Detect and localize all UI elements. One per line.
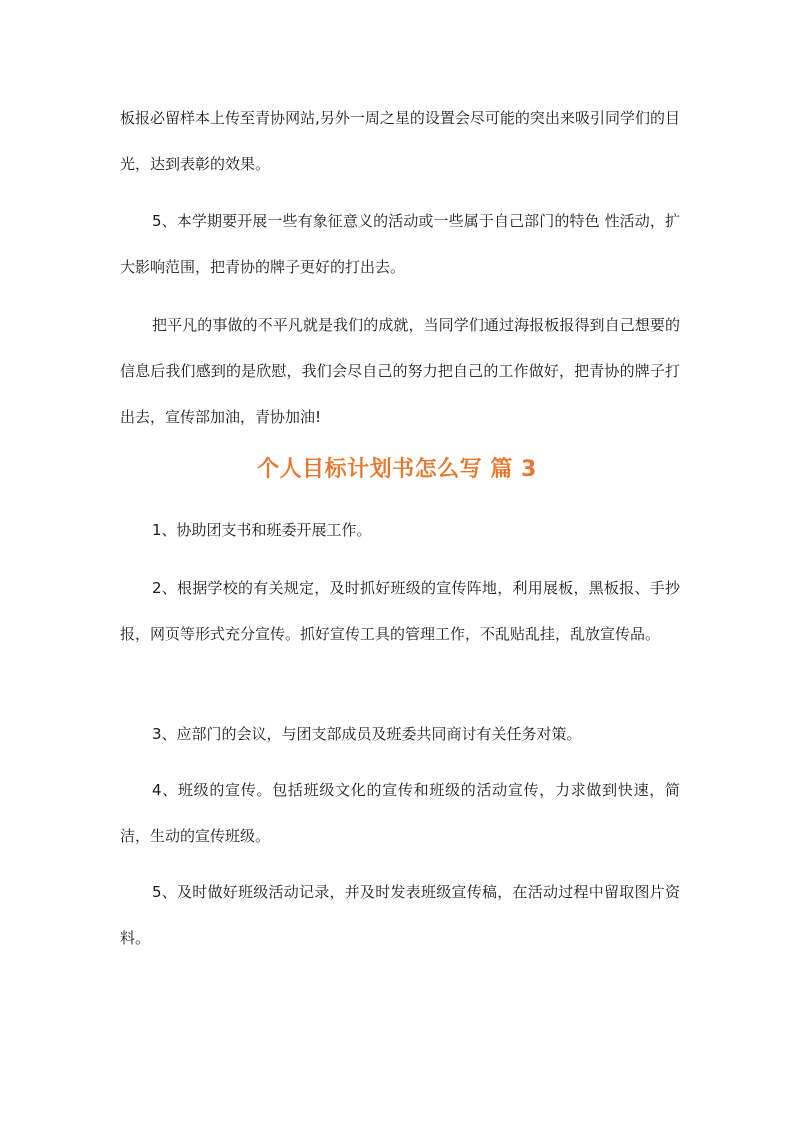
paragraph-display-board-continuation: 板报必留样本上传至青协网站,另外一周之星的设置会尽可能的突出来吸引同学们的目光，达到表彰的效果。 bbox=[120, 109, 680, 173]
paragraph-item-5: 5、及时做好班级活动记录，并及时发表班级宣传稿，在活动过程中留取图片资料。 bbox=[120, 883, 680, 947]
paragraph-item-2: 2、根据学校的有关规定，及时抓好班级的宣传阵地，利用展板，黑板报、手抄报，网页等形式充分宣传。抓好宣传工具的管理工作，不乱贴乱挂，乱放宣传品。 bbox=[120, 579, 680, 643]
paragraph-item-1: 1、协助团支书和班委开展工作。 bbox=[152, 521, 372, 539]
paragraph-item-3: 3、应部门的会议，与团支部成员及班委共同商讨有关任务对策。 bbox=[152, 725, 582, 743]
paragraph-item-5-activities: 5、本学期要开展一些有象征意义的活动或一些属于自己部门的特色 性活动，扩大影响范围，把青协的牌子更好的打出去。 bbox=[120, 212, 680, 276]
paragraph-closing-remarks: 把平凡的事做的不平凡就是我们的成就，当同学们通过海报板报得到自己想要的信息后我们感到的是欣慰，我们会尽自己的努力把自己的工作做好，把青协的牌子打出去，宣传部加油，青协加油! bbox=[120, 316, 680, 426]
section-heading: 个人目标计划书怎么写 篇 3 bbox=[257, 457, 537, 482]
paragraph-item-4: 4、班级的宣传。包括班级文化的宣传和班级的活动宣传，力求做到快速，简洁，生动的宣传班级。 bbox=[120, 781, 680, 845]
